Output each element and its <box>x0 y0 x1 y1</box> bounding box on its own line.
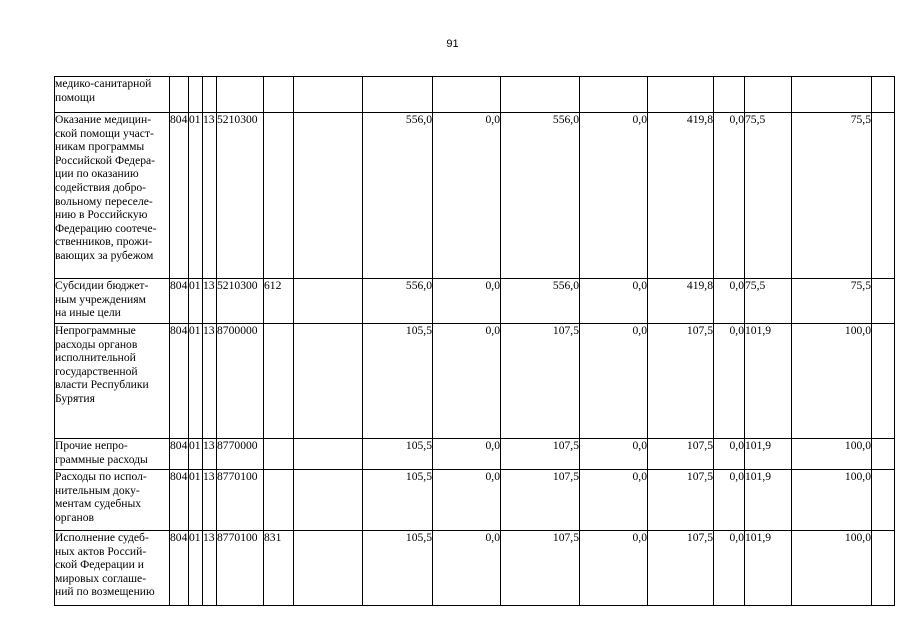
amount-1 <box>363 77 433 113</box>
percent-2: 100,0 <box>792 439 872 470</box>
section-code: 01 <box>189 531 203 606</box>
amount-6: 0,0 <box>714 324 745 439</box>
amount-3: 556,0 <box>501 113 580 279</box>
subsection-code: 13 <box>203 113 217 279</box>
section-code: 01 <box>189 113 203 279</box>
percent-2: 100,0 <box>792 531 872 606</box>
percent-1: 101,9 <box>745 470 792 531</box>
empty-cell <box>872 531 895 606</box>
empty-cell <box>294 77 363 113</box>
expense-type-code <box>264 439 294 470</box>
ministry-code <box>170 77 189 113</box>
amount-3: 556,0 <box>501 279 580 324</box>
amount-1: 105,5 <box>363 470 433 531</box>
empty-cell <box>294 439 363 470</box>
table-row <box>55 531 895 606</box>
percent-1: 101,9 <box>745 324 792 439</box>
table-row <box>55 113 895 279</box>
percent-1: 75,5 <box>745 279 792 324</box>
amount-1: 105,5 <box>363 324 433 439</box>
empty-cell <box>294 531 363 606</box>
empty-cell <box>872 113 895 279</box>
percent-1: 101,9 <box>745 439 792 470</box>
amount-3: 107,5 <box>501 531 580 606</box>
percent-2: 75,5 <box>792 279 872 324</box>
amount-4 <box>580 77 648 113</box>
subsection-code: 13 <box>203 279 217 324</box>
table-row <box>55 470 895 531</box>
target-article-code <box>217 77 264 113</box>
subsection-code <box>203 77 217 113</box>
ministry-code: 804 <box>170 113 189 279</box>
amount-5: 107,5 <box>648 470 714 531</box>
amount-2: 0,0 <box>433 113 501 279</box>
amount-3: 107,5 <box>501 439 580 470</box>
amount-2: 0,0 <box>433 470 501 531</box>
amount-4: 0,0 <box>580 470 648 531</box>
amount-4: 0,0 <box>580 531 648 606</box>
expense-type-code <box>264 77 294 113</box>
subsection-code: 13 <box>203 439 217 470</box>
percent-1: 101,9 <box>745 531 792 606</box>
expense-type-code: 612 <box>264 279 294 324</box>
expense-type-code <box>264 113 294 279</box>
amount-5: 107,5 <box>648 531 714 606</box>
ministry-code: 804 <box>170 324 189 439</box>
amount-2 <box>433 77 501 113</box>
empty-cell <box>294 113 363 279</box>
empty-cell <box>872 77 895 113</box>
amount-2: 0,0 <box>433 531 501 606</box>
item-name: Непрограммные расходы органов исполнительной государственной власти Республики Бурятия <box>55 324 170 439</box>
empty-cell <box>872 324 895 439</box>
amount-4: 0,0 <box>580 113 648 279</box>
section-code: 01 <box>189 279 203 324</box>
empty-cell <box>872 279 895 324</box>
item-name: Прочие непро- граммные расходы <box>55 439 170 470</box>
item-name: Субсидии бюджет- ным учреждениям на иные цели <box>55 279 170 324</box>
amount-6 <box>714 77 745 113</box>
ministry-code: 804 <box>170 279 189 324</box>
amount-1: 556,0 <box>363 113 433 279</box>
amount-3: 107,5 <box>501 324 580 439</box>
table-row <box>55 324 895 439</box>
amount-2: 0,0 <box>433 324 501 439</box>
table-row <box>55 279 895 324</box>
amount-2: 0,0 <box>433 439 501 470</box>
amount-3: 107,5 <box>501 470 580 531</box>
item-name: медико-санитарной помощи <box>55 77 170 113</box>
amount-2: 0,0 <box>433 279 501 324</box>
amount-1: 105,5 <box>363 531 433 606</box>
percent-2: 100,0 <box>792 324 872 439</box>
target-article-code: 5210300 <box>217 113 264 279</box>
amount-5: 419,8 <box>648 279 714 324</box>
section-code <box>189 77 203 113</box>
amount-5: 419,8 <box>648 113 714 279</box>
percent-1: 75,5 <box>745 113 792 279</box>
amount-1: 556,0 <box>363 279 433 324</box>
percent-2: 75,5 <box>792 113 872 279</box>
page-number: 91 <box>446 38 459 50</box>
expense-type-code <box>264 470 294 531</box>
section-code: 01 <box>189 470 203 531</box>
item-name: Расходы по испол- нительным доку- ментам судебных органов <box>55 470 170 531</box>
empty-cell <box>294 324 363 439</box>
ministry-code: 804 <box>170 439 189 470</box>
amount-4: 0,0 <box>580 279 648 324</box>
empty-cell <box>294 279 363 324</box>
expense-type-code: 831 <box>264 531 294 606</box>
empty-cell <box>872 470 895 531</box>
expense-type-code <box>264 324 294 439</box>
percent-2 <box>792 77 872 113</box>
amount-6: 0,0 <box>714 531 745 606</box>
table-row <box>55 439 895 470</box>
section-code: 01 <box>189 324 203 439</box>
target-article-code: 8770100 <box>217 470 264 531</box>
ministry-code: 804 <box>170 470 189 531</box>
amount-1: 105,5 <box>363 439 433 470</box>
item-name: Исполнение судеб- ных актов Россий- ской Федерации и мировых соглаше- ний по возмещению <box>55 531 170 606</box>
amount-6: 0,0 <box>714 279 745 324</box>
budget-table <box>54 76 895 606</box>
amount-6: 0,0 <box>714 113 745 279</box>
table-row <box>55 77 895 113</box>
item-name: Оказание медицин- ской помощи участ- никам программы Российской Федера- ции по оказанию содействия добро- вольному переселе- нию в Российскую Федерацию соотече- ственников, прожи- вающих за рубежом <box>55 113 170 279</box>
section-code: 01 <box>189 439 203 470</box>
subsection-code: 13 <box>203 531 217 606</box>
ministry-code: 804 <box>170 531 189 606</box>
amount-5 <box>648 77 714 113</box>
empty-cell <box>872 439 895 470</box>
amount-4: 0,0 <box>580 439 648 470</box>
amount-5: 107,5 <box>648 324 714 439</box>
percent-1 <box>745 77 792 113</box>
amount-6: 0,0 <box>714 439 745 470</box>
amount-5: 107,5 <box>648 439 714 470</box>
subsection-code: 13 <box>203 470 217 531</box>
target-article-code: 8770000 <box>217 439 264 470</box>
percent-2: 100,0 <box>792 470 872 531</box>
amount-6: 0,0 <box>714 470 745 531</box>
subsection-code: 13 <box>203 324 217 439</box>
target-article-code: 5210300 <box>217 279 264 324</box>
empty-cell <box>294 470 363 531</box>
amount-3 <box>501 77 580 113</box>
amount-4: 0,0 <box>580 324 648 439</box>
target-article-code: 8770100 <box>217 531 264 606</box>
target-article-code: 8700000 <box>217 324 264 439</box>
